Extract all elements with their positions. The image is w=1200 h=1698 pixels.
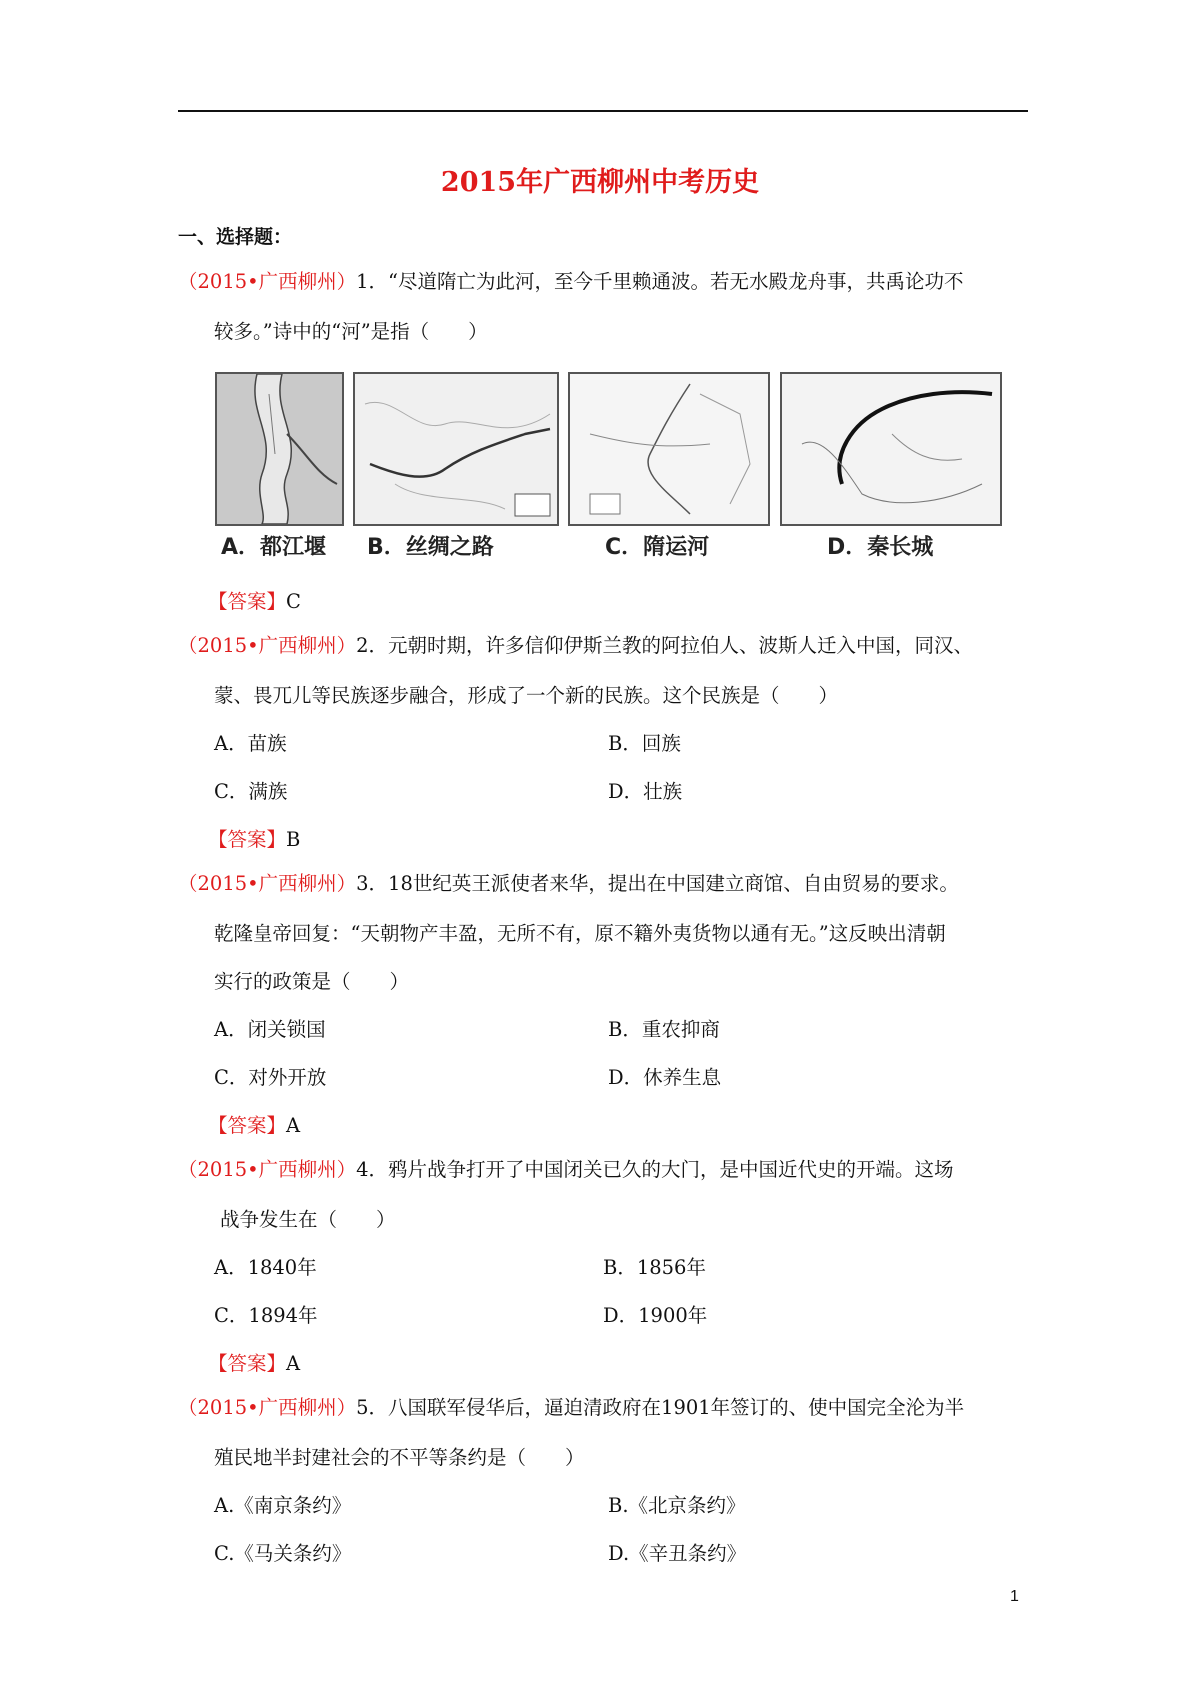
option-d: D．休养生息 [608, 1066, 722, 1089]
option-b: B.《北京条约》 [608, 1494, 746, 1517]
question-text-cont: 实行的政策是（ ） [214, 970, 410, 993]
page-title: 2015年广西柳州中考历史 [440, 167, 760, 198]
question-4 [178, 1146, 1038, 1193]
question-text-cont: 殖民地半封建社会的不平等条约是（ ） [214, 1446, 585, 1469]
option-b: B．1856年 [603, 1256, 706, 1279]
page-number: 1 [1010, 1588, 1019, 1605]
question-5 [178, 1384, 1038, 1431]
option-a: A．1840年 [214, 1256, 317, 1279]
map-label-c: C．隋运河 [605, 535, 710, 560]
question-text: 2．元朝时期，许多信仰伊斯兰教的阿拉伯人、波斯人迁入中国，同汉、 [356, 634, 974, 657]
question-text-cont: 乾隆皇帝回复：“天朝物产丰盈，无所不有，原不籍外夷货物以通有无。”这反映出清朝 [214, 922, 946, 945]
question-text: 3．18世纪英王派使者来华，提出在中国建立商馆、自由贸易的要求。 [356, 872, 959, 895]
qin-great-wall-map [780, 372, 1002, 526]
answer-4: 【答案】A [208, 1352, 301, 1375]
question-source: （2015•广西柳州） [178, 872, 357, 895]
sui-canal-map [568, 372, 770, 526]
question-text-cont: 蒙、畏兀儿等民族逐步融合，形成了一个新的民族。这个民族是（ ） [214, 684, 839, 707]
dujiangyan-map [215, 372, 344, 526]
option-d: D.《辛丑条约》 [608, 1542, 747, 1565]
question-source: （2015•广西柳州） [178, 634, 357, 657]
section-heading: 一、选择题： [178, 226, 293, 248]
silk-road-map [353, 372, 559, 526]
question-source: （2015•广西柳州） [178, 1396, 357, 1419]
question-2 [178, 622, 1038, 669]
map-label-a: A．都江堰 [221, 535, 327, 560]
option-d: D．壮族 [608, 780, 683, 803]
question-text: 1．“尽道隋亡为此河，至今千里赖通波。若无水殿龙舟事，共禹论功不 [356, 270, 964, 293]
answer-3: 【答案】A [208, 1114, 301, 1137]
question-text-cont: 战争发生在（ ） [220, 1208, 396, 1231]
header-rule [178, 110, 1028, 112]
option-c: C．满族 [214, 780, 288, 803]
question-text: 5．八国联军侵华后，逼迫清政府在1901年签订的、使中国完全沦为半 [356, 1396, 965, 1419]
question-source: （2015•广西柳州） [178, 1158, 357, 1181]
question-3 [178, 860, 1038, 907]
option-a: A．闭关锁国 [214, 1018, 326, 1041]
answer-2: 【答案】B [208, 828, 301, 851]
question-source: （2015•广西柳州） [178, 270, 357, 293]
map-label-b: B．丝绸之路 [367, 535, 494, 560]
option-d: D．1900年 [603, 1304, 708, 1327]
answer-1: 【答案】C [208, 590, 301, 613]
question-1 [178, 258, 1038, 305]
option-b: B．回族 [608, 732, 681, 755]
option-c: C．1894年 [214, 1304, 318, 1327]
question-text-cont: 较多。”诗中的“河”是指（ ） [214, 320, 488, 343]
map-options [215, 372, 995, 562]
option-b: B．重农抑商 [608, 1018, 720, 1041]
option-a: A．苗族 [214, 732, 287, 755]
option-a: A.《南京条约》 [214, 1494, 352, 1517]
map-label-d: D．秦长城 [827, 535, 934, 560]
option-c: C．对外开放 [214, 1066, 327, 1089]
question-text: 4．鸦片战争打开了中国闭关已久的大门，是中国近代史的开端。这场 [356, 1158, 954, 1181]
option-c: C.《马关条约》 [214, 1542, 352, 1565]
